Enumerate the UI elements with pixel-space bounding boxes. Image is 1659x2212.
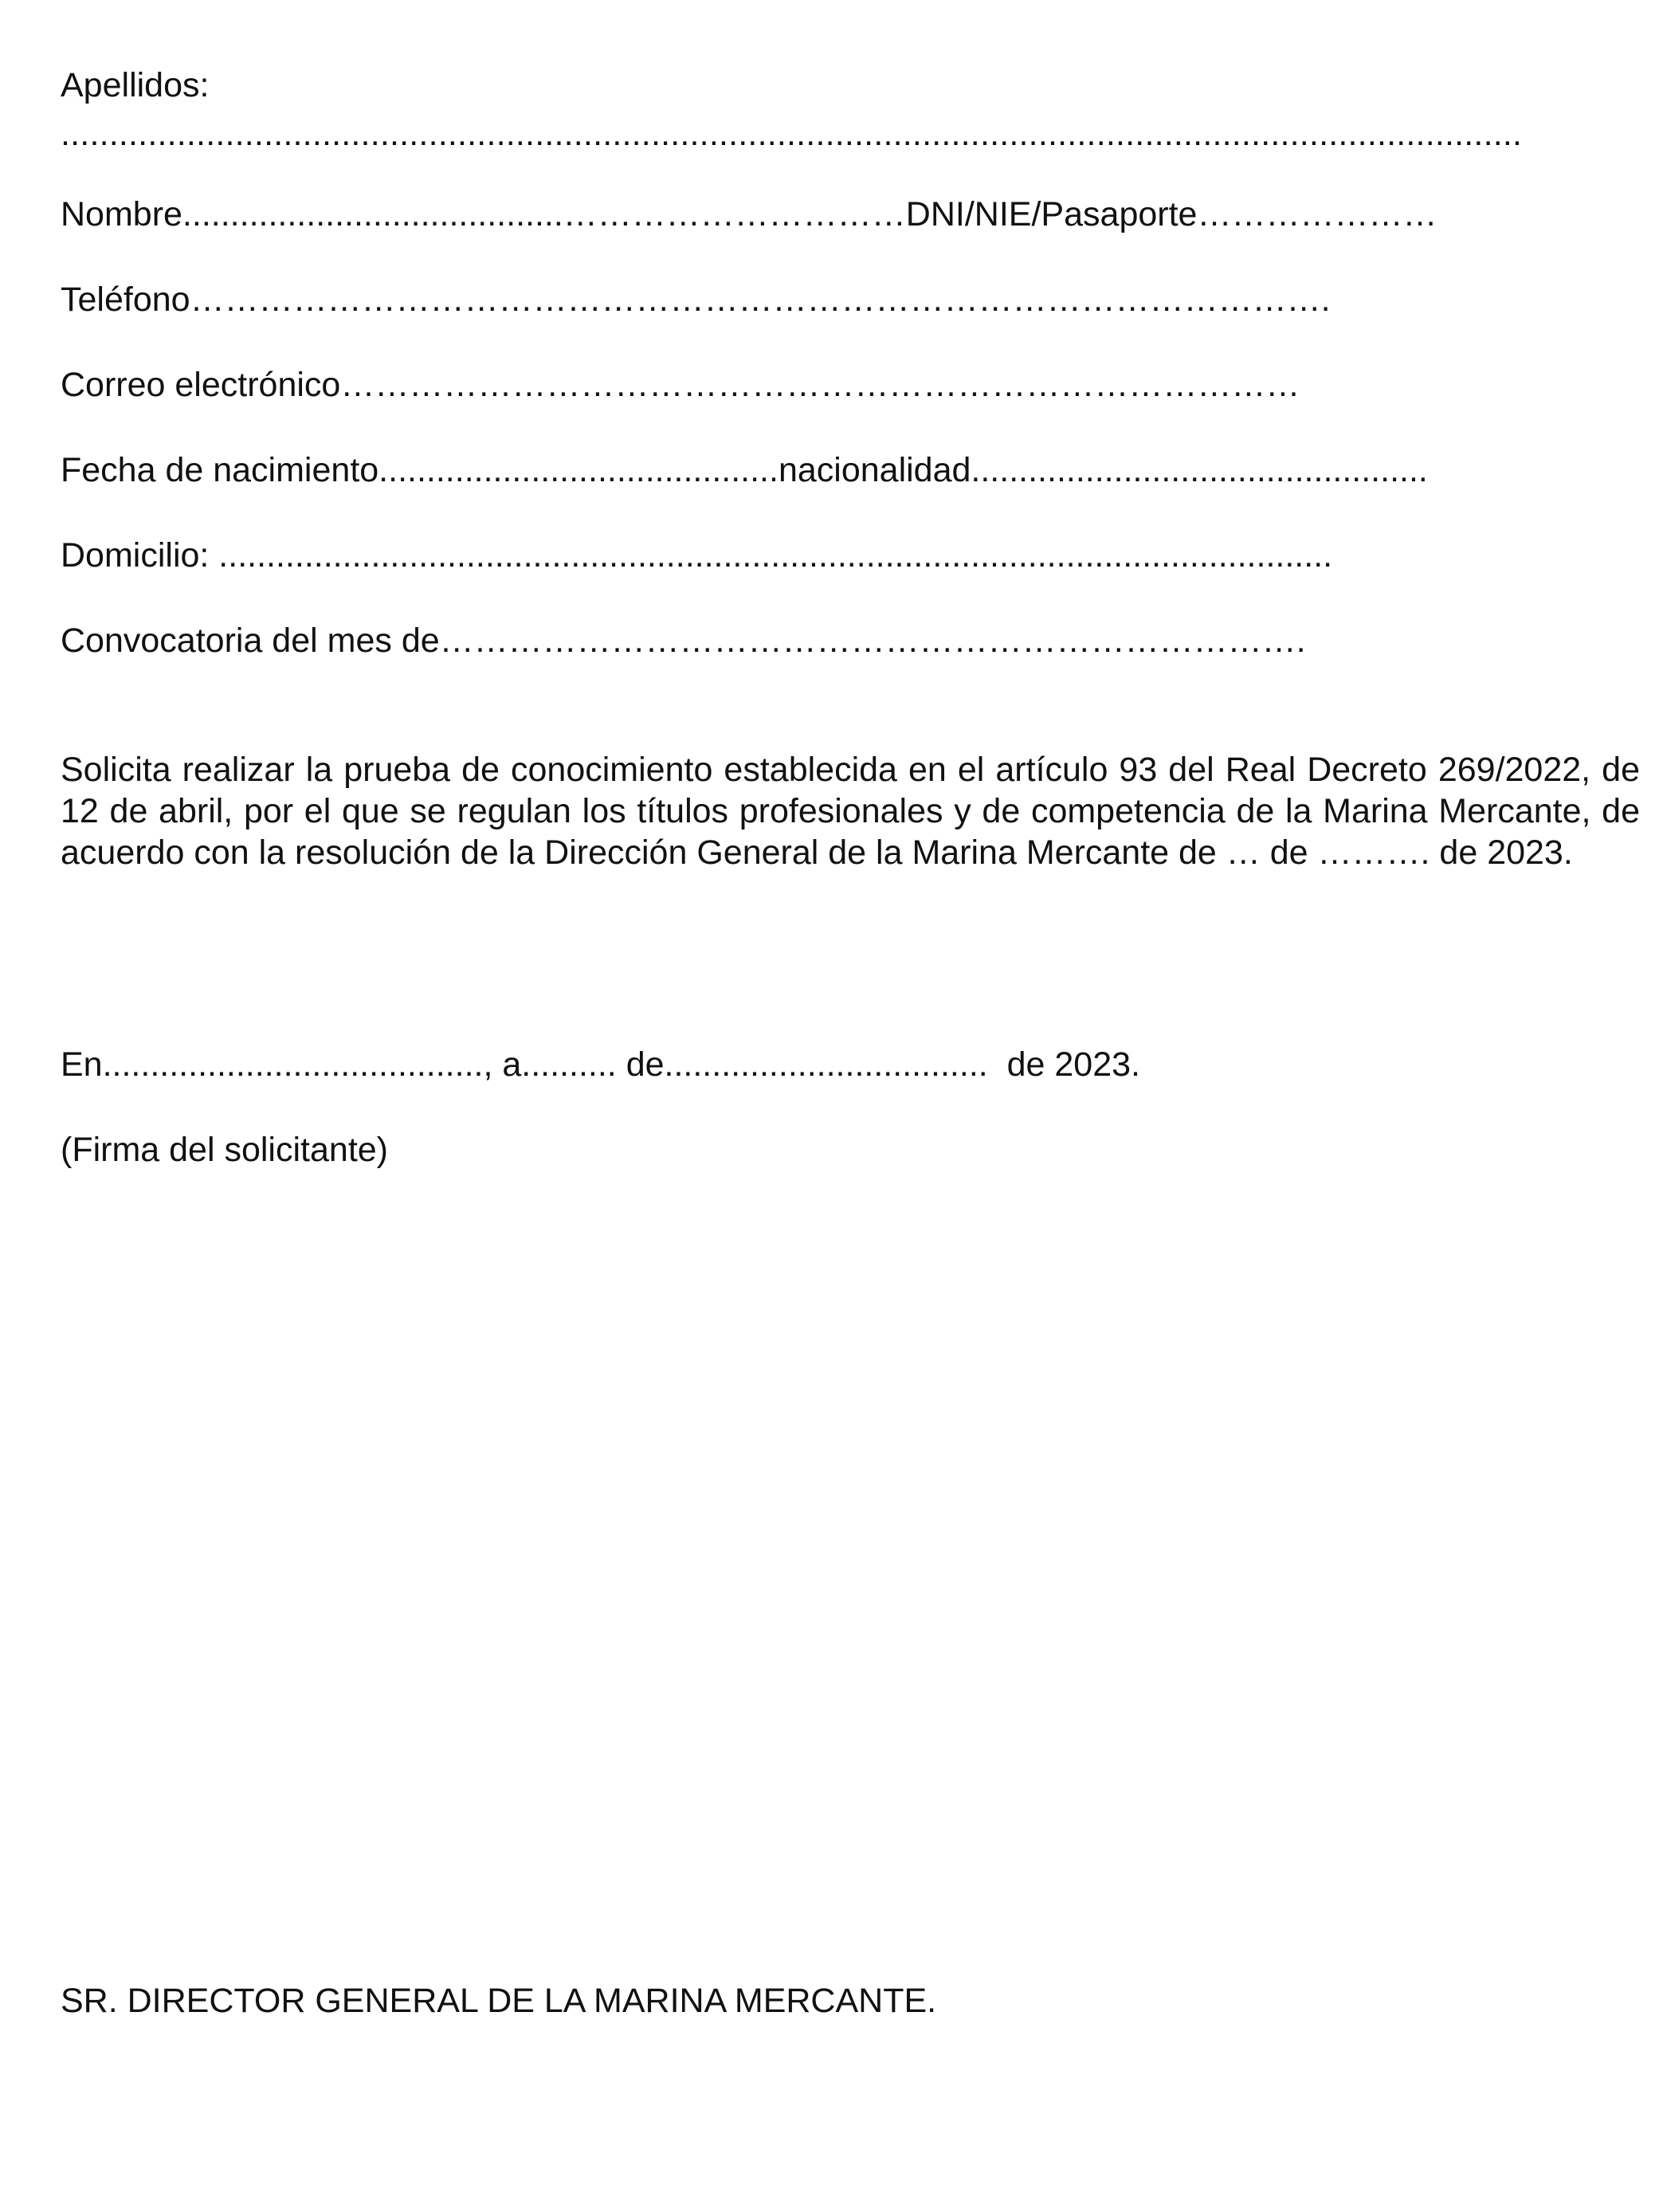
nombre-dni-line: Nombre........................................…………………………DNI/NIE/Pasaporte………………… [61, 195, 1437, 233]
telefono-line: Teléfono………………………………………………………………………………………. [61, 280, 1331, 319]
addressee: SR. DIRECTOR GENERAL DE LA MARINA MERCANTE. [61, 1982, 937, 2020]
firma-label: (Firma del solicitante) [61, 1131, 388, 1169]
convocatoria-line: Convocatoria del mes de…………………………………………………………………. [61, 622, 1306, 660]
apellidos-fill-line: ....................................................................................................................................................... [61, 115, 1523, 153]
request-paragraph: Solicita realizar la prueba de conocimiento establecida en el artículo 93 del Real Decreto 269/2022, de 12 de abril, por el que se regulan los títulos profesionales y de competencia de la Marina Mercante, de acuerdo con la resolución de la Dirección General de la Marina Mercante de … de ………. de 2023. [61, 751, 1640, 872]
correo-line: Correo electrónico………………………………………………………………………… [61, 366, 1300, 404]
domicilio-line: Domicilio: ..................................................................................................................... [61, 536, 1333, 575]
apellidos-label: Apellidos: [61, 66, 210, 104]
place-date-line: En........................................, a.......... de.................................. de 2023. [61, 1045, 1140, 1084]
fecha-nacionalidad-line: Fecha de nacimiento..........................................nacionalidad................................................ [61, 451, 1428, 489]
